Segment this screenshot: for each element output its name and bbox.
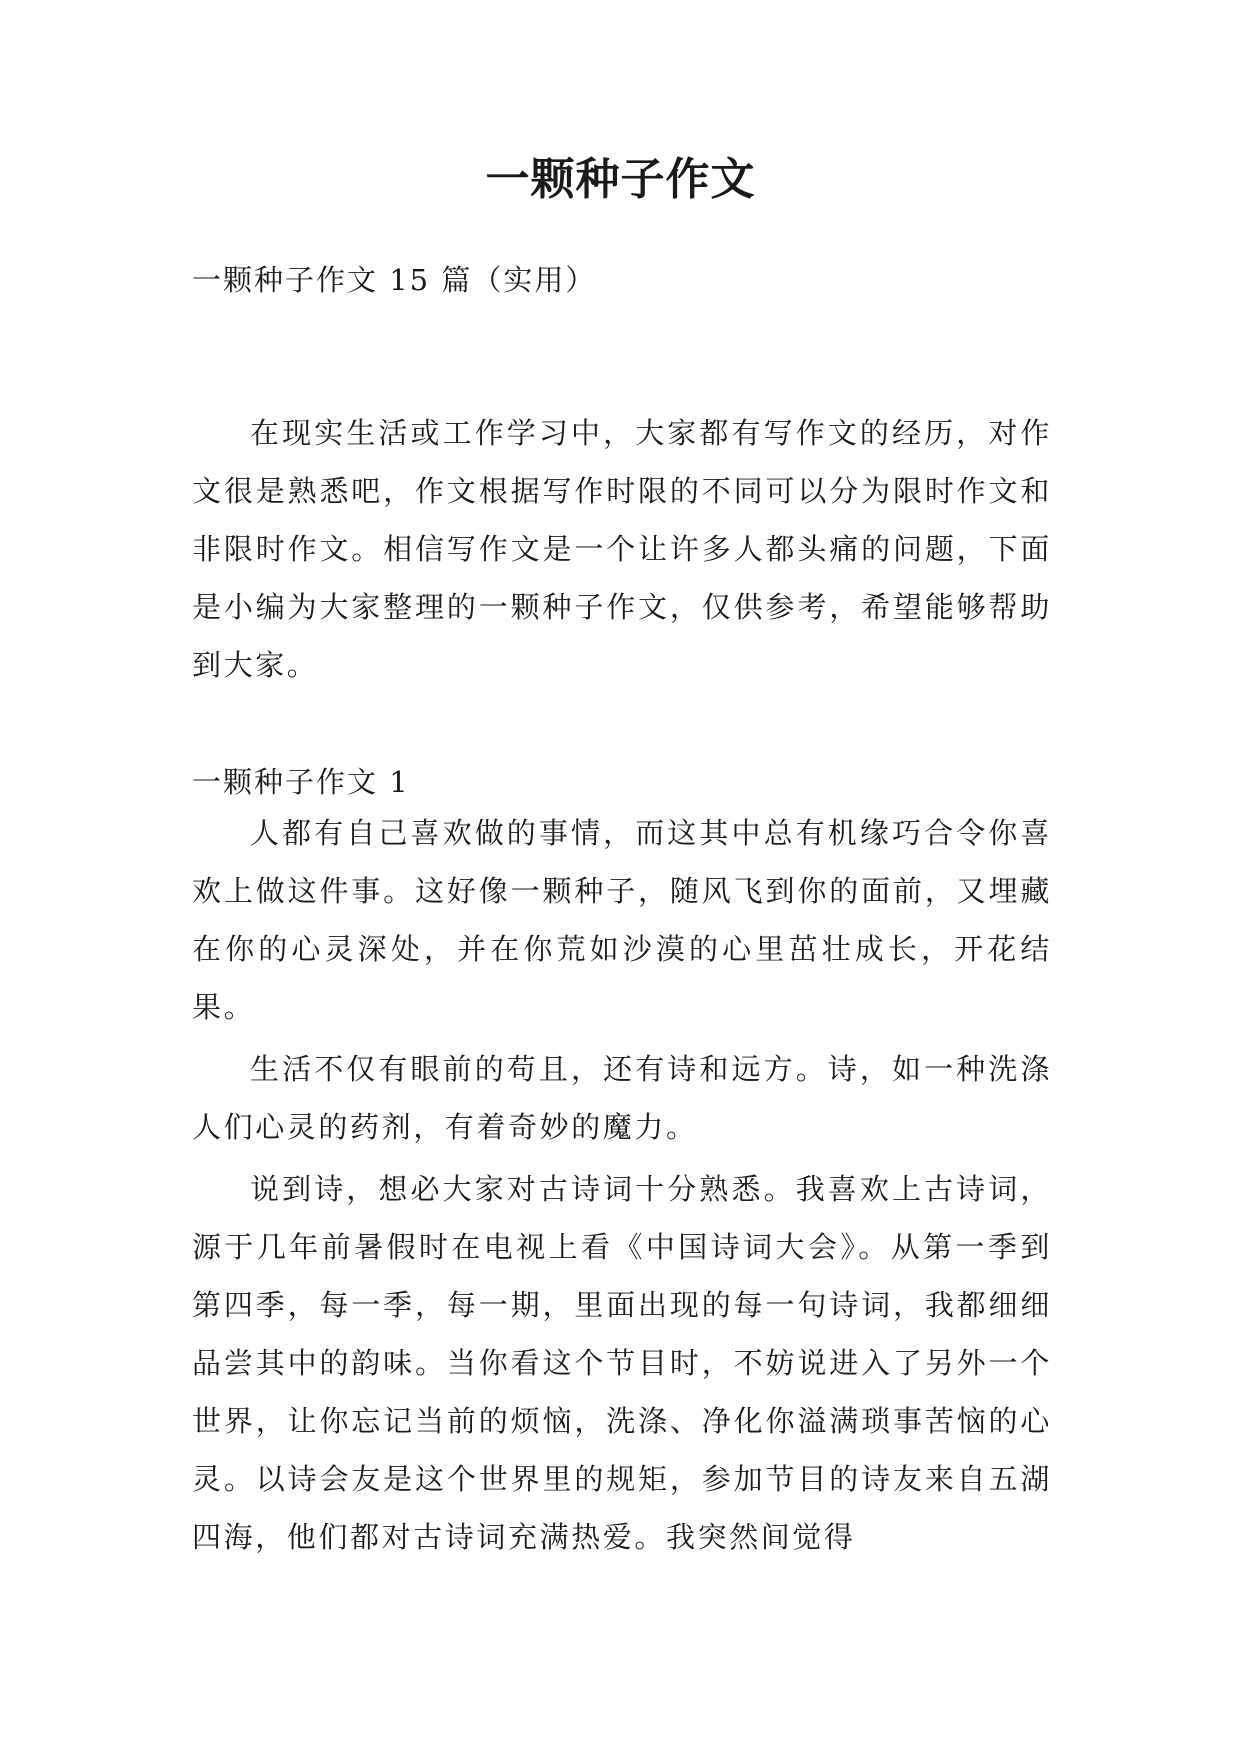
page-title: 一颗种子作文 (485, 154, 756, 205)
intro-paragraph: 在现实生活或工作学习中，大家都有写作文的经历，对作文很是熟悉吧，作文根据写作时限的不同可以分为限时作文和非限时作文。相信写作文是一个让许多人都头痛的问题，下面是小编为大家整理的一颗种子作文，仅供参考，希望能够帮助到大家。 (192, 416, 1052, 682)
essay-body (192, 804, 1052, 1566)
document-subtitle: 一颗种子作文 15 篇（实用） (192, 263, 597, 297)
intro-block (192, 404, 1052, 694)
section-heading: 一颗种子作文 1 (192, 765, 410, 799)
essay-paragraph: 人都有自己喜欢做的事情，而这其中总有机缘巧合令你喜欢上做这件事。这好像一颗种子，随风飞到你的面前，又埋藏在你的心灵深处，并在你荒如沙漠的心里茁壮成长，开花结果。 (192, 816, 1052, 1024)
essay-paragraph: 说到诗，想必大家对古诗词十分熟悉。我喜欢上古诗词，源于几年前暑假时在电视上看《中国诗词大会》。从第一季到第四季，每一季，每一期，里面出现的每一句诗词，我都细细品尝其中的韵味。当你看这个节目时，不妨说进入了另外一个世界，让你忘记当前的烦恼，洗涤、净化你溢满琐事苦恼的心灵。以诗会友是这个世界里的规矩，参加节目的诗友来自五湖四海，他们都对古诗词充满热爱。我突然间觉得 (192, 1172, 1052, 1554)
essay-paragraph: 生活不仅有眼前的苟且，还有诗和远方。诗，如一种洗涤人们心灵的药剂，有着奇妙的魔力。 (192, 1052, 1052, 1144)
